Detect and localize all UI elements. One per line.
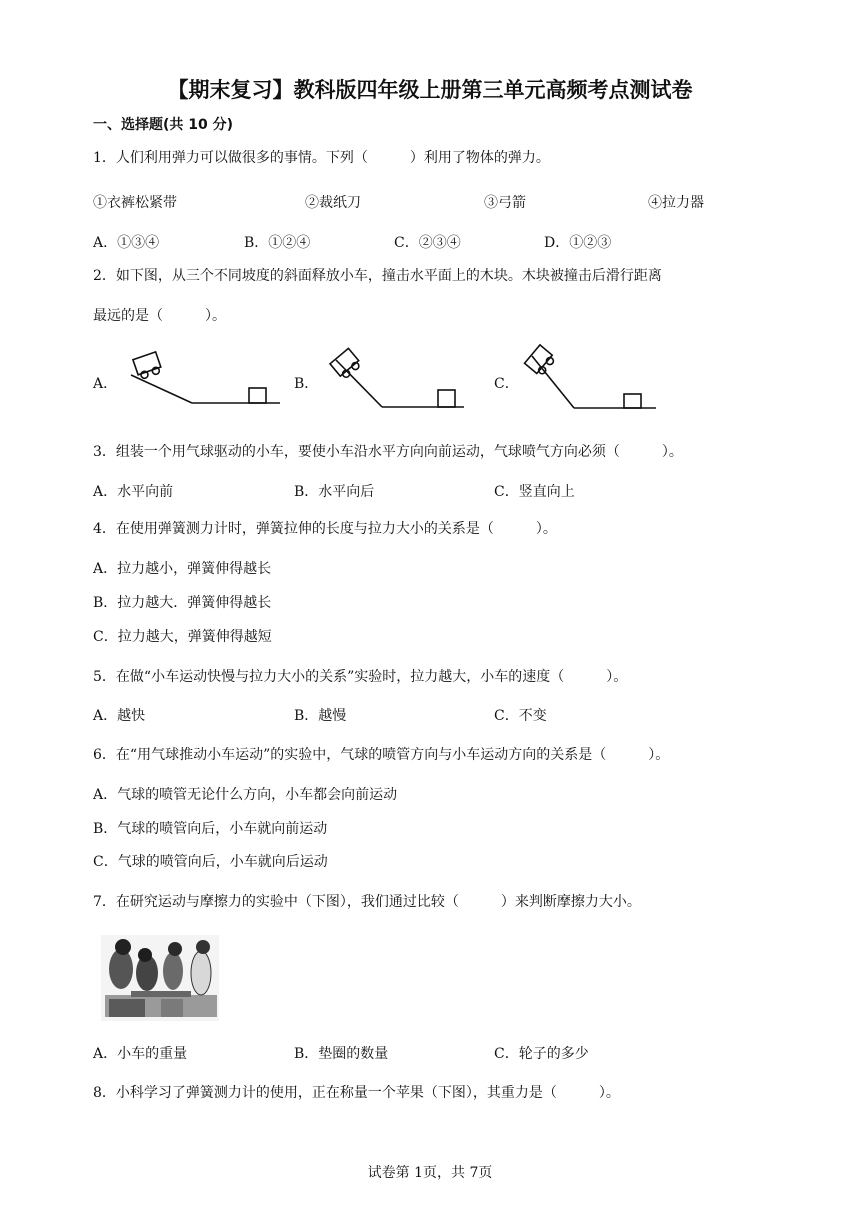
q1-item-1: ①衣裤松紧带	[93, 195, 177, 211]
q2-ramp-figure-a	[125, 348, 285, 414]
question-4: 4．在使用弹簧测力计时，弹簧拉伸的长度与拉力大小的关系是（ ）。	[93, 521, 557, 537]
q6-option-b[interactable]: B．气球的喷管向后，小车就向前运动	[93, 821, 328, 837]
q1-option-b[interactable]: B．①②④	[244, 235, 311, 251]
page-title: 【期末复习】教科版四年级上册第三单元高频考点测试卷	[167, 78, 693, 102]
q1-item-4: ④拉力器	[648, 195, 704, 211]
q4-option-c[interactable]: C．拉力越大，弹簧伸得越短	[93, 629, 272, 645]
q1-item-3: ③弓箭	[484, 195, 526, 211]
q3-option-a[interactable]: A．水平向前	[93, 484, 174, 500]
q7-option-a[interactable]: A．小车的重量	[93, 1046, 188, 1062]
question-8: 8．小科学习了弹簧测力计的使用，正在称量一个苹果（下图），其重力是（ ）。	[93, 1085, 620, 1101]
q1-option-c[interactable]: C．②③④	[394, 235, 461, 251]
q1-option-a[interactable]: A．①③④	[93, 235, 160, 251]
section-heading: 一、选择题(共 10 分)	[93, 117, 234, 133]
question-1: 1．人们利用弹力可以做很多的事情。下列（ ）利用了物体的弹力。	[93, 150, 550, 166]
q6-option-a[interactable]: A．气球的喷管无论什么方向，小车都会向前运动	[93, 787, 398, 803]
q4-option-a[interactable]: A．拉力越小，弹簧伸得越长	[93, 561, 272, 577]
q2-ramp-figure-c	[520, 346, 680, 412]
q2-ramp-figure-b	[322, 348, 482, 414]
question-2-line-2: 最远的是（ ）。	[93, 308, 226, 324]
q3-option-b[interactable]: B．水平向后	[294, 484, 375, 500]
q5-option-a[interactable]: A．越快	[93, 708, 146, 724]
q4-option-b[interactable]: B．拉力越大．弹簧伸得越长	[93, 595, 272, 611]
question-5: 5．在做“小车运动快慢与拉力大小的关系”实验时，拉力越大，小车的速度（ ）。	[93, 669, 628, 685]
page-footer: 试卷第 1页，共 7页	[367, 1165, 493, 1181]
question-7: 7．在研究运动与摩擦力的实验中（下图），我们通过比较（ ）来判断摩擦力大小。	[93, 894, 641, 910]
q5-option-b[interactable]: B．越慢	[294, 708, 347, 724]
q2-figure-label-a[interactable]: A．	[93, 376, 118, 392]
q7-option-c[interactable]: C．轮子的多少	[494, 1046, 589, 1062]
q3-option-c[interactable]: C．竖直向上	[494, 484, 575, 500]
question-2-line-1: 2．如下图，从三个不同坡度的斜面释放小车，撞击水平面上的木块。木块被撞击后滑行距离	[93, 268, 662, 284]
q2-figure-label-c[interactable]: C．	[494, 376, 519, 392]
q7-experiment-photo	[101, 935, 219, 1021]
q1-option-d[interactable]: D．①②③	[544, 235, 612, 251]
question-6: 6．在“用气球推动小车运动”的实验中，气球的喷管方向与小车运动方向的关系是（ ）。	[93, 747, 670, 763]
q6-option-c[interactable]: C．气球的喷管向后，小车就向后运动	[93, 854, 328, 870]
q1-item-2: ②裁纸刀	[305, 195, 361, 211]
q7-option-b[interactable]: B．垫圈的数量	[294, 1046, 389, 1062]
q5-option-c[interactable]: C．不变	[494, 708, 547, 724]
question-3: 3．组装一个用气球驱动的小车，要使小车沿水平方向向前运动，气球喷气方向必须（ ）。	[93, 444, 683, 460]
q2-figure-label-b[interactable]: B．	[294, 376, 319, 392]
